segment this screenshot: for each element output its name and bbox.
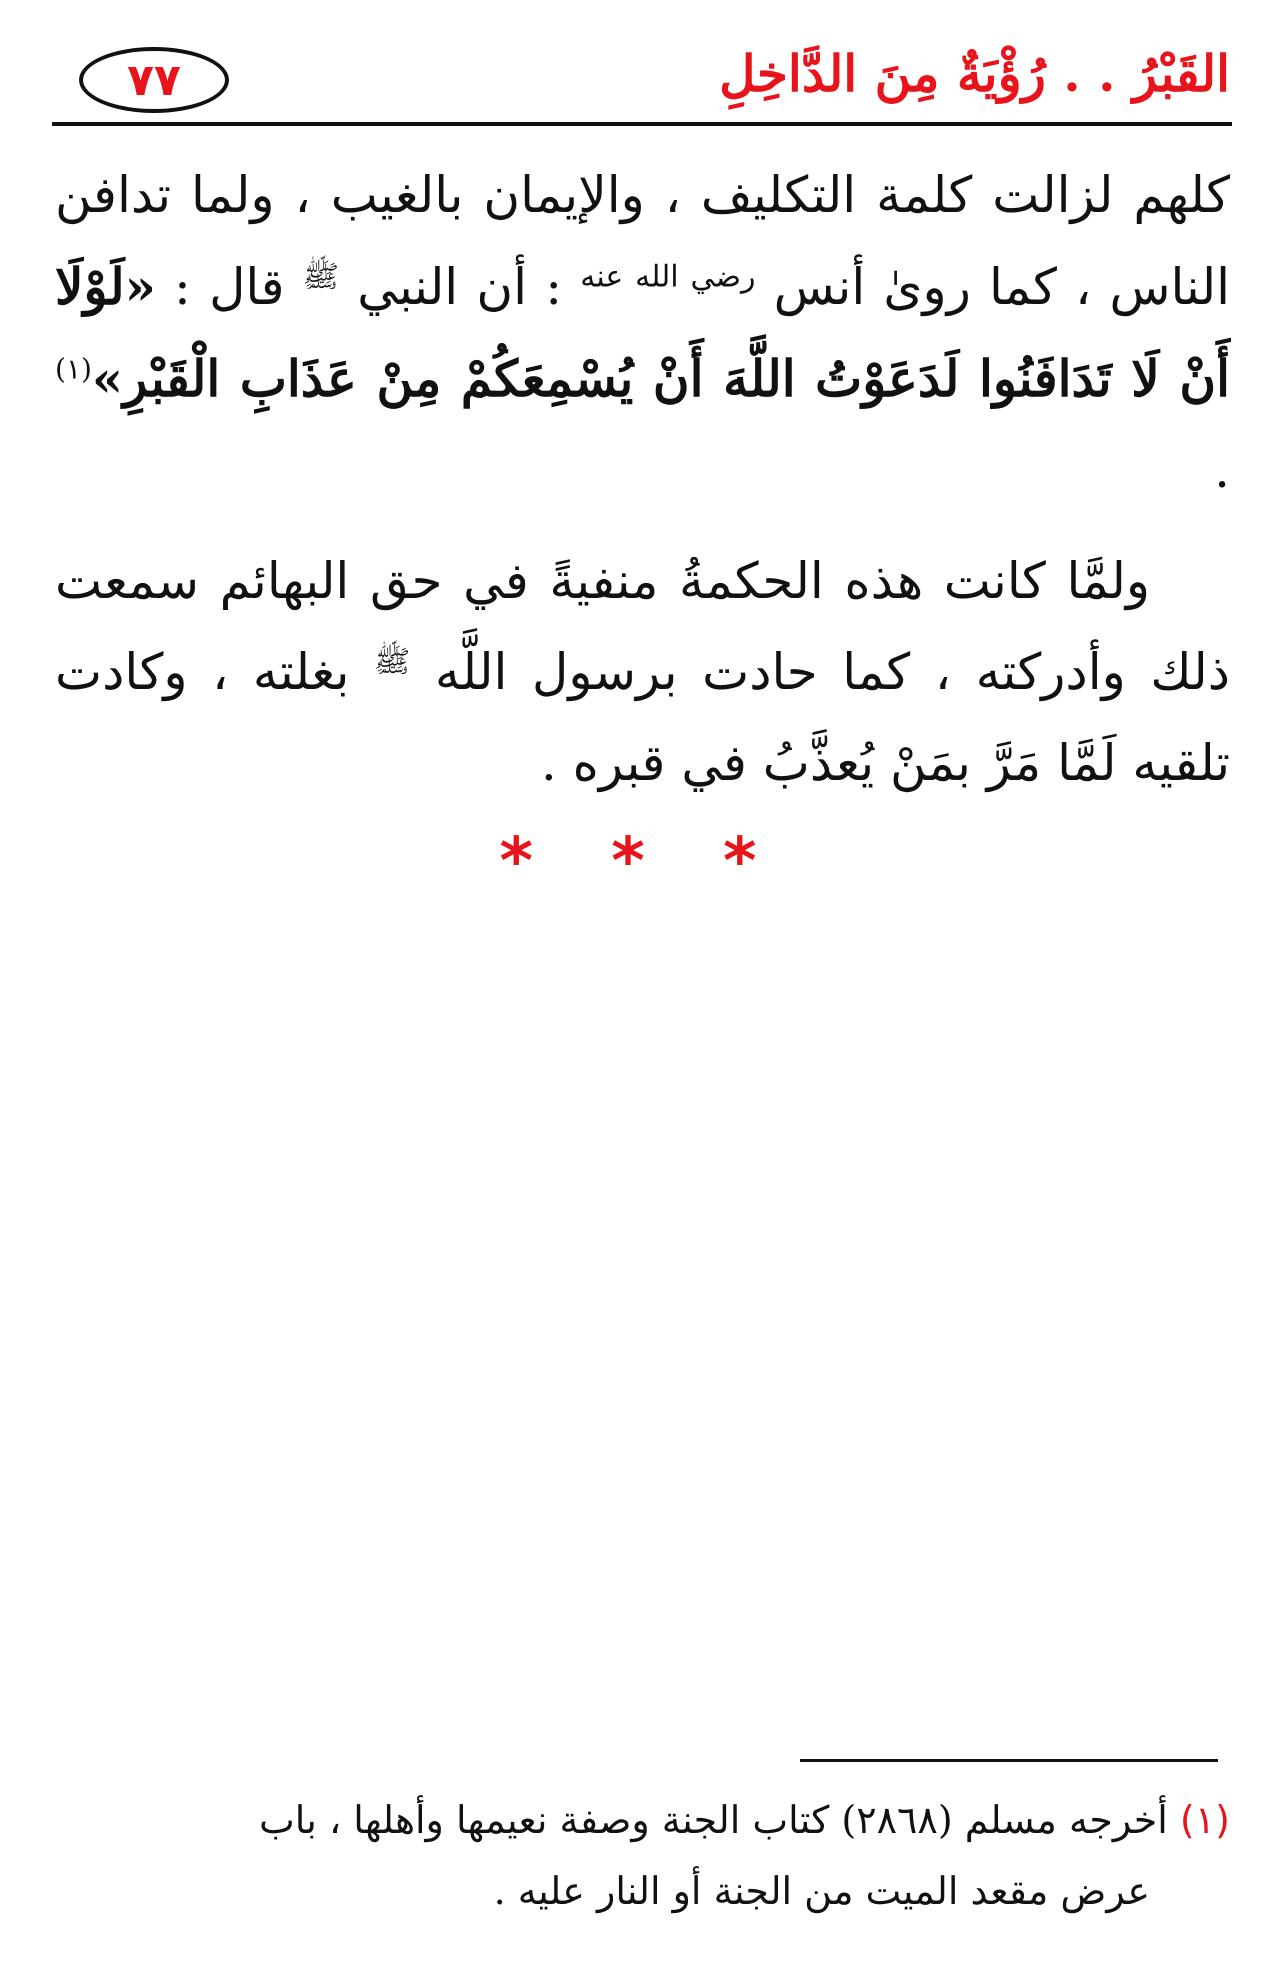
- honorific-prophet: ﷺ: [374, 644, 411, 680]
- para1-qala: قال :: [155, 258, 303, 316]
- running-title: القَبْرُ . . رُؤْيَةٌ مِنَ الدَّاخِلِ: [719, 44, 1230, 103]
- footnote-reference[interactable]: (١): [55, 352, 92, 386]
- hadith-quote: «لَوْلَا أَنْ لَا تَدَافَنُوا لَدَعَوْتُ اللَّهَ أَنْ يُسْمِعَكُمْ مِنْ عَذَابِ الْقَبْرِ»: [55, 257, 1230, 408]
- footnote-1-line-2: عرض مقعد الميت من الجنة أو النار عليه .: [493, 1869, 1150, 1913]
- para1-intro: كلهم لزالت كلمة التكليف ، والإيمان بالغيب ، ولما تدافن الناس ، كما روىٰ أنس: [55, 166, 1231, 316]
- header-rule: [52, 122, 1232, 126]
- paragraph-1: [55, 150, 1230, 516]
- page-header: [55, 30, 1230, 125]
- paragraph-2: [55, 536, 1230, 809]
- para1-mid: : أن النبي: [339, 258, 581, 316]
- footnote-number: (١): [1179, 1798, 1230, 1842]
- footnote-1-line-1: [55, 1785, 1230, 1856]
- honorific-prophet: ﷺ: [302, 259, 340, 295]
- section-separator-asterisks: * * *: [499, 825, 785, 899]
- footnote-rule: [800, 1759, 1218, 1762]
- page-number-oval: [79, 47, 229, 113]
- page-number: ٧٧: [127, 54, 181, 106]
- footnote-text: أخرجه مسلم (٢٨٦٨) كتاب الجنة وصفة نعيمها وأهلها ، باب: [258, 1798, 1180, 1842]
- para2-b: بغلته ، وكادت تلقيه لَمَّا مَرَّ بمَنْ يُعذَّبُ في قبره .: [55, 643, 1230, 792]
- body-text: [55, 150, 1230, 809]
- para1-end: .: [1214, 441, 1230, 499]
- para2-a: ولمَّا كانت هذه الحكمةُ منفيةً في حق البهائم سمعت ذلك وأدركته ، كما حادت برسول اللَّه: [55, 552, 1230, 701]
- honorific-anas: رضي الله عنه: [580, 259, 756, 295]
- footnotes: [55, 1785, 1230, 1927]
